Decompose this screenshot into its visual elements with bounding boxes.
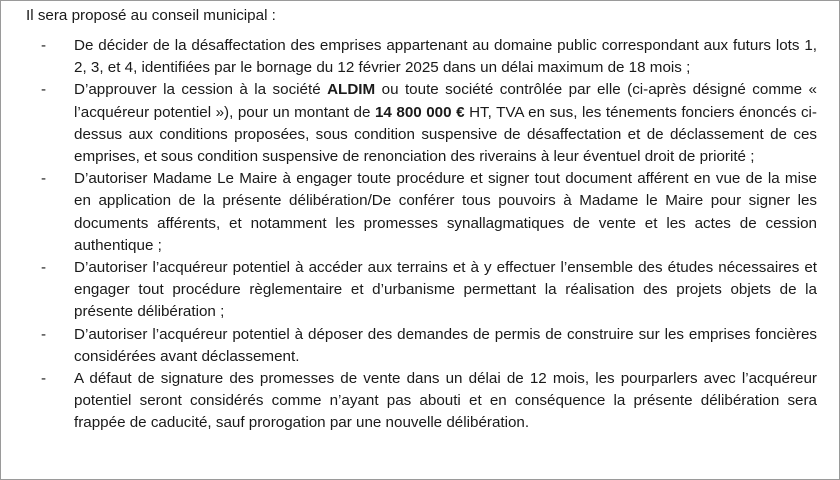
bullet-dash: - [41, 170, 47, 188]
bullet-dash: - [41, 370, 47, 388]
item-text: D’autoriser l’acquéreur potentiel à déposer des demandes de permis de construire sur les emprises foncières considérées avant déclassement. [74, 325, 817, 365]
item-text: D’autoriser l’acquéreur potentiel à accéder aux terrains et à y effectuer l’ensemble des études nécessaires et engager tout procédure règlementaire et d’urbanisme permettant la réalisation des projets objets de la présente délibération ; [74, 259, 817, 321]
proposal-list [1, 35, 840, 435]
item-text-part3: HT, TVA en sus, les ténements fonciers énoncés ci-dessus aux conditions proposées, sous condition suspensive de désaffectation et de déclassement de ces emprises, et sous condition suspensive de renonciation des riverains à leur éventuel droit de priorité ; [74, 103, 817, 166]
intro-text: Il sera proposé au conseil municipal : [26, 7, 276, 24]
list-item-caducite [1, 368, 817, 435]
amount-value: 14 800 000 € [374, 103, 465, 121]
list-item-permis-construire [1, 324, 817, 368]
bullet-dash: - [41, 37, 47, 54]
list-item-cession [1, 79, 817, 168]
list-item-acces-terrains [1, 257, 817, 324]
list-item-desaffectation [1, 35, 817, 79]
item-text-part2: ou toute société contrôlée par elle (ci-après désigné comme « l’acquéreur potentiel »), pour un montant de [74, 81, 817, 121]
bullet-dash: - [41, 325, 47, 343]
item-text-part1: D’approuver la cession à la société [74, 81, 328, 99]
item-text: D’autoriser Madame Le Maire à engager toute procédure et signer tout document afférent en vue de la mise en application de la présente délibération/De conférer tous pouvoirs à Madame le Maire pour signer les documents afférents, et notamment les promesses synallagmatiques de vente et les actes de cession authentique ; [74, 170, 817, 254]
item-text: De décider de la désaffectation des emprises appartenant au domaine public correspondant aux futurs lots 1, 2, 3, et 4, identifiées par le bornage du 12 février 2025 dans un délai maximum de 18 mois ; [74, 37, 817, 77]
bullet-dash: - [41, 259, 47, 277]
bullet-dash: - [41, 81, 47, 99]
company-name: ALDIM [327, 81, 376, 99]
item-text: A défaut de signature des promesses de vente dans un délai de 12 mois, les pourparlers avec l’acquéreur potentiel seront considérés comme n’ayant pas abouti et en conséquence la présente délibération sera frappée de caducité, sauf prorogation par une nouvelle délibération. [74, 370, 817, 432]
list-item-autorisation-maire [1, 168, 817, 257]
